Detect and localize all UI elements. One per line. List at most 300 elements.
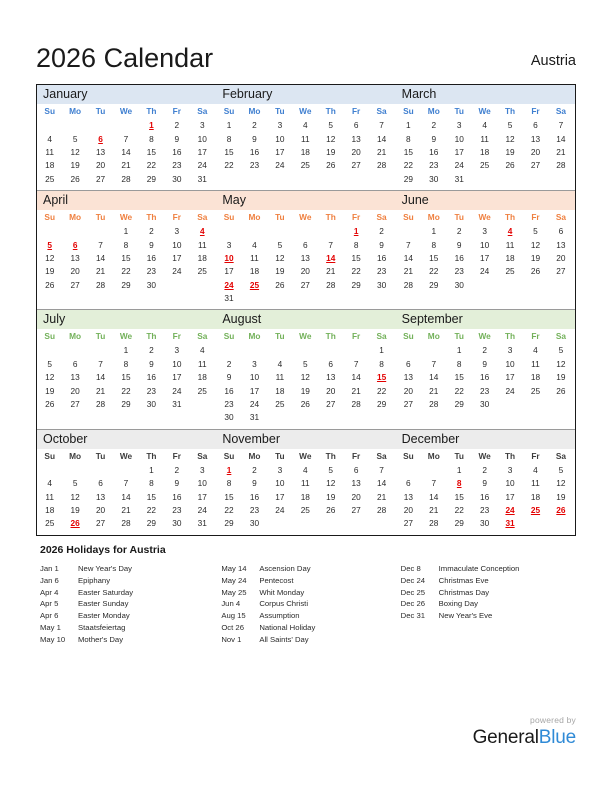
day-cell-december-7[interactable]: 7 <box>431 478 437 489</box>
day-cell-november-22[interactable]: 22 <box>224 505 234 515</box>
day-cell-june-29[interactable]: 29 <box>429 279 439 290</box>
day-cell-april-1[interactable]: 1 <box>123 226 129 237</box>
day-cell-november-14[interactable]: 14 <box>376 478 387 489</box>
day-cell-june-6[interactable]: 6 <box>558 226 564 237</box>
day-cell-december-13[interactable]: 13 <box>403 491 413 502</box>
day-cell-january-12[interactable]: 12 <box>70 146 80 157</box>
day-cell-october-29[interactable]: 29 <box>146 518 157 529</box>
day-cell-february-24[interactable]: 24 <box>275 160 285 171</box>
day-cell-may-31[interactable]: 31 <box>224 293 234 304</box>
day-cell-june-12[interactable]: 12 <box>530 239 541 250</box>
day-cell-september-30[interactable]: 30 <box>480 399 490 410</box>
day-cell-may-9[interactable]: 9 <box>379 239 384 250</box>
day-cell-march-6[interactable]: 6 <box>533 120 538 131</box>
day-cell-july-8[interactable]: 8 <box>123 358 129 369</box>
day-cell-february-26[interactable]: 26 <box>326 160 336 171</box>
day-cell-june-2[interactable]: 2 <box>456 226 462 237</box>
holiday-day-cell-november-1[interactable]: 1 <box>226 464 232 475</box>
day-cell-july-9[interactable]: 9 <box>149 358 154 369</box>
day-cell-november-28[interactable]: 28 <box>376 505 387 515</box>
day-cell-september-5[interactable]: 5 <box>558 345 564 356</box>
holiday-day-cell-may-14[interactable]: 14 <box>326 252 336 263</box>
day-cell-march-19[interactable]: 19 <box>505 146 515 157</box>
day-cell-april-19[interactable]: 19 <box>45 266 55 277</box>
day-cell-october-9[interactable]: 9 <box>174 478 180 489</box>
day-cell-july-18[interactable]: 18 <box>197 372 207 383</box>
day-cell-november-3[interactable]: 3 <box>277 464 283 475</box>
day-cell-june-10[interactable]: 10 <box>480 239 490 250</box>
day-cell-november-11[interactable]: 11 <box>300 478 310 489</box>
day-cell-september-28[interactable]: 28 <box>429 399 439 410</box>
day-cell-october-1[interactable]: 1 <box>149 464 154 475</box>
day-cell-july-10[interactable]: 10 <box>172 358 182 369</box>
day-cell-april-3[interactable]: 3 <box>174 226 180 237</box>
day-cell-may-8[interactable]: 8 <box>353 239 359 250</box>
day-cell-august-23[interactable]: 23 <box>224 399 234 410</box>
day-cell-may-2[interactable]: 2 <box>379 226 384 237</box>
day-cell-november-15[interactable]: 15 <box>224 491 234 502</box>
day-cell-october-11[interactable]: 11 <box>45 491 55 502</box>
day-cell-july-21[interactable]: 21 <box>95 385 106 396</box>
day-cell-november-16[interactable]: 16 <box>249 491 260 502</box>
day-cell-november-27[interactable]: 27 <box>351 505 361 515</box>
day-cell-december-4[interactable]: 4 <box>533 464 538 475</box>
day-cell-june-13[interactable]: 13 <box>556 239 566 250</box>
day-cell-november-10[interactable]: 10 <box>275 478 285 489</box>
day-cell-december-28[interactable]: 28 <box>429 518 439 529</box>
day-cell-october-21[interactable]: 21 <box>121 505 131 515</box>
day-cell-november-4[interactable]: 4 <box>302 464 308 475</box>
day-cell-december-20[interactable]: 20 <box>403 505 413 515</box>
day-cell-september-10[interactable]: 10 <box>505 358 515 369</box>
day-cell-july-19[interactable]: 19 <box>45 385 55 396</box>
day-cell-january-30[interactable]: 30 <box>172 173 182 184</box>
day-cell-november-6[interactable]: 6 <box>353 464 359 475</box>
day-cell-august-6[interactable]: 6 <box>328 358 334 369</box>
holiday-day-cell-december-26[interactable]: 26 <box>556 505 566 515</box>
day-cell-october-2[interactable]: 2 <box>174 464 180 475</box>
day-cell-july-3[interactable]: 3 <box>174 345 180 356</box>
day-cell-may-29[interactable]: 29 <box>351 279 361 290</box>
day-cell-october-24[interactable]: 24 <box>197 505 207 515</box>
day-cell-august-31[interactable]: 31 <box>249 412 260 423</box>
day-cell-november-2[interactable]: 2 <box>252 464 257 475</box>
day-cell-november-23[interactable]: 23 <box>249 505 260 515</box>
day-cell-april-13[interactable]: 13 <box>70 252 80 263</box>
day-cell-february-14[interactable]: 14 <box>376 133 387 144</box>
day-cell-september-11[interactable]: 11 <box>531 358 540 369</box>
day-cell-november-13[interactable]: 13 <box>351 478 361 489</box>
day-cell-november-8[interactable]: 8 <box>226 478 232 489</box>
day-cell-july-20[interactable]: 20 <box>70 385 80 396</box>
day-cell-march-7[interactable]: 7 <box>558 120 564 131</box>
day-cell-april-30[interactable]: 30 <box>146 279 157 290</box>
day-cell-july-31[interactable]: 31 <box>172 399 182 410</box>
day-cell-september-17[interactable]: 17 <box>505 372 515 383</box>
day-cell-august-29[interactable]: 29 <box>376 399 387 410</box>
day-cell-june-25[interactable]: 25 <box>505 266 515 277</box>
day-cell-january-8[interactable]: 8 <box>149 133 154 144</box>
day-cell-march-26[interactable]: 26 <box>505 160 515 171</box>
day-cell-june-19[interactable]: 19 <box>530 252 541 263</box>
day-cell-september-20[interactable]: 20 <box>403 385 413 396</box>
day-cell-february-22[interactable]: 22 <box>224 160 234 171</box>
day-cell-may-15[interactable]: 15 <box>351 252 361 263</box>
day-cell-march-31[interactable]: 31 <box>454 173 464 184</box>
day-cell-june-26[interactable]: 26 <box>530 266 541 277</box>
day-cell-january-20[interactable]: 20 <box>95 160 106 171</box>
day-cell-october-28[interactable]: 28 <box>121 518 131 529</box>
day-cell-january-27[interactable]: 27 <box>95 173 106 184</box>
day-cell-december-19[interactable]: 19 <box>556 491 566 502</box>
day-cell-august-16[interactable]: 16 <box>224 385 234 396</box>
day-cell-october-10[interactable]: 10 <box>197 478 207 489</box>
day-cell-october-19[interactable]: 19 <box>70 505 80 515</box>
day-cell-august-7[interactable]: 7 <box>353 358 359 369</box>
day-cell-may-27[interactable]: 27 <box>300 279 310 290</box>
day-cell-january-21[interactable]: 21 <box>121 160 131 171</box>
day-cell-june-16[interactable]: 16 <box>454 252 464 263</box>
holiday-day-cell-may-1[interactable]: 1 <box>353 226 359 237</box>
day-cell-september-16[interactable]: 16 <box>480 372 490 383</box>
day-cell-july-30[interactable]: 30 <box>146 399 157 410</box>
day-cell-january-17[interactable]: 17 <box>197 146 207 157</box>
day-cell-august-11[interactable]: 11 <box>275 372 285 383</box>
day-cell-october-23[interactable]: 23 <box>172 505 182 515</box>
day-cell-september-6[interactable]: 6 <box>406 358 411 369</box>
day-cell-november-24[interactable]: 24 <box>275 505 285 515</box>
day-cell-may-12[interactable]: 12 <box>275 252 285 263</box>
day-cell-march-28[interactable]: 28 <box>556 160 566 171</box>
day-cell-december-5[interactable]: 5 <box>558 464 564 475</box>
day-cell-june-14[interactable]: 14 <box>403 252 413 263</box>
holiday-day-cell-december-25[interactable]: 25 <box>530 505 541 515</box>
day-cell-august-3[interactable]: 3 <box>252 358 257 369</box>
day-cell-february-6[interactable]: 6 <box>353 120 359 131</box>
day-cell-february-27[interactable]: 27 <box>351 160 361 171</box>
day-cell-march-3[interactable]: 3 <box>456 120 462 131</box>
day-cell-october-6[interactable]: 6 <box>98 478 103 489</box>
day-cell-march-15[interactable]: 15 <box>403 146 413 157</box>
day-cell-october-7[interactable]: 7 <box>123 478 129 489</box>
day-cell-may-3[interactable]: 3 <box>226 239 232 250</box>
day-cell-january-7[interactable]: 7 <box>123 133 129 144</box>
day-cell-september-3[interactable]: 3 <box>507 345 513 356</box>
day-cell-august-1[interactable]: 1 <box>379 345 384 356</box>
day-cell-june-3[interactable]: 3 <box>482 226 487 237</box>
day-cell-april-15[interactable]: 15 <box>121 252 131 263</box>
day-cell-september-7[interactable]: 7 <box>431 358 437 369</box>
day-cell-january-11[interactable]: 11 <box>45 146 55 157</box>
day-cell-july-13[interactable]: 13 <box>70 372 80 383</box>
day-cell-december-30[interactable]: 30 <box>480 518 490 529</box>
day-cell-august-2[interactable]: 2 <box>226 358 232 369</box>
day-cell-february-19[interactable]: 19 <box>326 146 336 157</box>
day-cell-november-30[interactable]: 30 <box>249 518 260 529</box>
day-cell-december-23[interactable]: 23 <box>480 505 490 515</box>
day-cell-january-14[interactable]: 14 <box>121 146 131 157</box>
day-cell-april-23[interactable]: 23 <box>146 266 157 277</box>
day-cell-december-14[interactable]: 14 <box>429 491 439 502</box>
day-cell-july-25[interactable]: 25 <box>197 385 207 396</box>
day-cell-july-28[interactable]: 28 <box>95 399 106 410</box>
day-cell-february-16[interactable]: 16 <box>249 146 260 157</box>
day-cell-january-24[interactable]: 24 <box>197 160 207 171</box>
day-cell-november-7[interactable]: 7 <box>379 464 384 475</box>
day-cell-july-2[interactable]: 2 <box>149 345 154 356</box>
day-cell-october-17[interactable]: 17 <box>197 491 207 502</box>
day-cell-february-23[interactable]: 23 <box>249 160 260 171</box>
day-cell-april-16[interactable]: 16 <box>146 252 157 263</box>
day-cell-september-19[interactable]: 19 <box>556 372 566 383</box>
day-cell-february-1[interactable]: 1 <box>226 120 232 131</box>
day-cell-october-30[interactable]: 30 <box>172 518 182 529</box>
day-cell-august-12[interactable]: 12 <box>300 372 310 383</box>
day-cell-september-25[interactable]: 25 <box>530 385 541 396</box>
day-cell-march-22[interactable]: 22 <box>403 160 413 171</box>
day-cell-february-28[interactable]: 28 <box>376 160 387 171</box>
day-cell-november-18[interactable]: 18 <box>300 491 310 502</box>
day-cell-july-12[interactable]: 12 <box>45 372 55 383</box>
day-cell-january-19[interactable]: 19 <box>70 160 80 171</box>
day-cell-august-24[interactable]: 24 <box>249 399 260 410</box>
day-cell-november-9[interactable]: 9 <box>252 478 257 489</box>
day-cell-march-1[interactable]: 1 <box>406 120 411 131</box>
day-cell-august-22[interactable]: 22 <box>376 385 387 396</box>
day-cell-december-2[interactable]: 2 <box>482 464 487 475</box>
day-cell-april-21[interactable]: 21 <box>95 266 106 277</box>
day-cell-may-6[interactable]: 6 <box>302 239 308 250</box>
day-cell-june-27[interactable]: 27 <box>556 266 566 277</box>
day-cell-july-26[interactable]: 26 <box>45 399 55 410</box>
day-cell-february-4[interactable]: 4 <box>302 120 308 131</box>
day-cell-september-24[interactable]: 24 <box>505 385 515 396</box>
holiday-day-cell-april-5[interactable]: 5 <box>47 239 53 250</box>
holiday-day-cell-january-6[interactable]: 6 <box>98 133 103 144</box>
day-cell-december-15[interactable]: 15 <box>454 491 464 502</box>
day-cell-april-7[interactable]: 7 <box>98 239 103 250</box>
day-cell-may-13[interactable]: 13 <box>300 252 310 263</box>
holiday-day-cell-april-4[interactable]: 4 <box>199 226 205 237</box>
day-cell-march-12[interactable]: 12 <box>505 133 515 144</box>
day-cell-july-1[interactable]: 1 <box>123 345 129 356</box>
day-cell-january-2[interactable]: 2 <box>174 120 180 131</box>
day-cell-september-27[interactable]: 27 <box>403 399 413 410</box>
day-cell-july-15[interactable]: 15 <box>121 372 131 383</box>
day-cell-february-15[interactable]: 15 <box>224 146 234 157</box>
day-cell-december-9[interactable]: 9 <box>482 478 487 489</box>
day-cell-august-30[interactable]: 30 <box>224 412 234 423</box>
day-cell-february-18[interactable]: 18 <box>300 146 310 157</box>
day-cell-june-28[interactable]: 28 <box>403 279 413 290</box>
day-cell-february-3[interactable]: 3 <box>277 120 283 131</box>
day-cell-november-5[interactable]: 5 <box>328 464 334 475</box>
day-cell-june-21[interactable]: 21 <box>403 266 413 277</box>
day-cell-june-1[interactable]: 1 <box>431 226 437 237</box>
day-cell-march-17[interactable]: 17 <box>454 146 464 157</box>
day-cell-may-5[interactable]: 5 <box>277 239 283 250</box>
day-cell-june-18[interactable]: 18 <box>505 252 515 263</box>
day-cell-march-5[interactable]: 5 <box>507 120 513 131</box>
day-cell-january-16[interactable]: 16 <box>172 146 182 157</box>
holiday-day-cell-december-24[interactable]: 24 <box>505 505 515 515</box>
day-cell-january-5[interactable]: 5 <box>72 133 78 144</box>
day-cell-september-8[interactable]: 8 <box>456 358 462 369</box>
day-cell-september-13[interactable]: 13 <box>403 372 413 383</box>
day-cell-march-29[interactable]: 29 <box>403 173 413 184</box>
day-cell-june-22[interactable]: 22 <box>429 266 439 277</box>
day-cell-november-26[interactable]: 26 <box>326 505 336 515</box>
day-cell-april-29[interactable]: 29 <box>121 279 131 290</box>
holiday-day-cell-october-26[interactable]: 26 <box>70 518 80 529</box>
day-cell-july-23[interactable]: 23 <box>146 385 157 396</box>
day-cell-september-26[interactable]: 26 <box>556 385 566 396</box>
day-cell-april-2[interactable]: 2 <box>149 226 154 237</box>
day-cell-december-22[interactable]: 22 <box>454 505 464 515</box>
day-cell-july-4[interactable]: 4 <box>199 345 205 356</box>
day-cell-july-24[interactable]: 24 <box>172 385 182 396</box>
day-cell-february-5[interactable]: 5 <box>328 120 334 131</box>
day-cell-august-4[interactable]: 4 <box>277 358 283 369</box>
day-cell-june-9[interactable]: 9 <box>456 239 462 250</box>
day-cell-november-12[interactable]: 12 <box>326 478 336 489</box>
day-cell-december-29[interactable]: 29 <box>454 518 464 529</box>
day-cell-september-2[interactable]: 2 <box>482 345 487 356</box>
day-cell-january-9[interactable]: 9 <box>174 133 180 144</box>
day-cell-march-23[interactable]: 23 <box>429 160 439 171</box>
day-cell-march-2[interactable]: 2 <box>431 120 437 131</box>
day-cell-april-28[interactable]: 28 <box>95 279 106 290</box>
day-cell-january-18[interactable]: 18 <box>45 160 55 171</box>
day-cell-june-17[interactable]: 17 <box>480 252 490 263</box>
day-cell-march-24[interactable]: 24 <box>454 160 464 171</box>
day-cell-october-13[interactable]: 13 <box>95 491 106 502</box>
day-cell-january-10[interactable]: 10 <box>197 133 207 144</box>
day-cell-february-11[interactable]: 11 <box>300 133 310 144</box>
day-cell-april-25[interactable]: 25 <box>197 266 207 277</box>
day-cell-june-24[interactable]: 24 <box>480 266 490 277</box>
day-cell-september-1[interactable]: 1 <box>456 345 462 356</box>
day-cell-may-4[interactable]: 4 <box>252 239 257 250</box>
day-cell-october-4[interactable]: 4 <box>47 478 53 489</box>
holiday-day-cell-may-25[interactable]: 25 <box>249 279 260 290</box>
day-cell-october-3[interactable]: 3 <box>199 464 205 475</box>
day-cell-may-17[interactable]: 17 <box>224 266 234 277</box>
day-cell-june-23[interactable]: 23 <box>454 266 464 277</box>
holiday-day-cell-december-8[interactable]: 8 <box>456 478 462 489</box>
day-cell-december-17[interactable]: 17 <box>505 491 515 502</box>
day-cell-may-22[interactable]: 22 <box>351 266 361 277</box>
day-cell-july-27[interactable]: 27 <box>70 399 80 410</box>
day-cell-november-17[interactable]: 17 <box>275 491 285 502</box>
day-cell-march-10[interactable]: 10 <box>454 133 464 144</box>
day-cell-may-30[interactable]: 30 <box>376 279 387 290</box>
day-cell-june-30[interactable]: 30 <box>454 279 464 290</box>
day-cell-october-12[interactable]: 12 <box>70 491 80 502</box>
holiday-day-cell-january-1[interactable]: 1 <box>149 120 154 131</box>
day-cell-may-26[interactable]: 26 <box>275 279 285 290</box>
day-cell-march-4[interactable]: 4 <box>482 120 487 131</box>
day-cell-october-31[interactable]: 31 <box>197 518 207 529</box>
day-cell-may-11[interactable]: 11 <box>250 252 259 263</box>
day-cell-april-8[interactable]: 8 <box>123 239 129 250</box>
day-cell-july-16[interactable]: 16 <box>146 372 157 383</box>
day-cell-january-29[interactable]: 29 <box>146 173 157 184</box>
day-cell-august-18[interactable]: 18 <box>275 385 285 396</box>
day-cell-april-9[interactable]: 9 <box>149 239 154 250</box>
day-cell-august-21[interactable]: 21 <box>351 385 361 396</box>
day-cell-january-13[interactable]: 13 <box>95 146 106 157</box>
holiday-day-cell-june-4[interactable]: 4 <box>507 226 513 237</box>
day-cell-march-18[interactable]: 18 <box>480 146 490 157</box>
day-cell-april-22[interactable]: 22 <box>121 266 131 277</box>
day-cell-july-6[interactable]: 6 <box>72 358 78 369</box>
day-cell-october-8[interactable]: 8 <box>149 478 154 489</box>
day-cell-august-17[interactable]: 17 <box>249 385 260 396</box>
day-cell-august-19[interactable]: 19 <box>300 385 310 396</box>
day-cell-october-5[interactable]: 5 <box>72 478 78 489</box>
day-cell-july-5[interactable]: 5 <box>47 358 53 369</box>
day-cell-september-22[interactable]: 22 <box>454 385 464 396</box>
day-cell-december-18[interactable]: 18 <box>530 491 541 502</box>
day-cell-june-5[interactable]: 5 <box>533 226 538 237</box>
day-cell-june-8[interactable]: 8 <box>431 239 437 250</box>
day-cell-february-10[interactable]: 10 <box>275 133 285 144</box>
day-cell-october-27[interactable]: 27 <box>95 518 106 529</box>
day-cell-february-9[interactable]: 9 <box>252 133 257 144</box>
day-cell-april-26[interactable]: 26 <box>45 279 55 290</box>
day-cell-june-15[interactable]: 15 <box>429 252 439 263</box>
holiday-day-cell-may-24[interactable]: 24 <box>224 279 234 290</box>
day-cell-february-20[interactable]: 20 <box>351 146 361 157</box>
day-cell-december-21[interactable]: 21 <box>429 505 439 515</box>
day-cell-august-25[interactable]: 25 <box>275 399 285 410</box>
day-cell-july-17[interactable]: 17 <box>172 372 182 383</box>
day-cell-january-15[interactable]: 15 <box>146 146 157 157</box>
day-cell-october-18[interactable]: 18 <box>45 505 55 515</box>
day-cell-august-13[interactable]: 13 <box>326 372 336 383</box>
day-cell-march-13[interactable]: 13 <box>530 133 541 144</box>
holiday-day-cell-april-6[interactable]: 6 <box>72 239 78 250</box>
day-cell-november-29[interactable]: 29 <box>224 518 234 529</box>
day-cell-july-22[interactable]: 22 <box>121 385 131 396</box>
day-cell-april-12[interactable]: 12 <box>45 252 55 263</box>
day-cell-july-11[interactable]: 11 <box>197 358 207 369</box>
day-cell-february-13[interactable]: 13 <box>351 133 361 144</box>
day-cell-february-2[interactable]: 2 <box>252 120 257 131</box>
day-cell-may-18[interactable]: 18 <box>249 266 260 277</box>
day-cell-october-15[interactable]: 15 <box>146 491 157 502</box>
day-cell-march-9[interactable]: 9 <box>431 133 437 144</box>
day-cell-december-27[interactable]: 27 <box>403 518 413 529</box>
day-cell-april-10[interactable]: 10 <box>172 239 182 250</box>
day-cell-march-20[interactable]: 20 <box>530 146 541 157</box>
day-cell-march-21[interactable]: 21 <box>556 146 566 157</box>
day-cell-august-10[interactable]: 10 <box>249 372 260 383</box>
day-cell-may-21[interactable]: 21 <box>326 266 336 277</box>
day-cell-august-20[interactable]: 20 <box>326 385 336 396</box>
day-cell-june-20[interactable]: 20 <box>556 252 566 263</box>
day-cell-december-11[interactable]: 11 <box>531 478 540 489</box>
day-cell-september-23[interactable]: 23 <box>480 385 490 396</box>
day-cell-january-31[interactable]: 31 <box>197 173 207 184</box>
day-cell-january-4[interactable]: 4 <box>47 133 53 144</box>
day-cell-october-20[interactable]: 20 <box>95 505 106 515</box>
day-cell-february-7[interactable]: 7 <box>379 120 384 131</box>
day-cell-march-27[interactable]: 27 <box>530 160 541 171</box>
day-cell-october-16[interactable]: 16 <box>172 491 182 502</box>
day-cell-september-18[interactable]: 18 <box>530 372 541 383</box>
